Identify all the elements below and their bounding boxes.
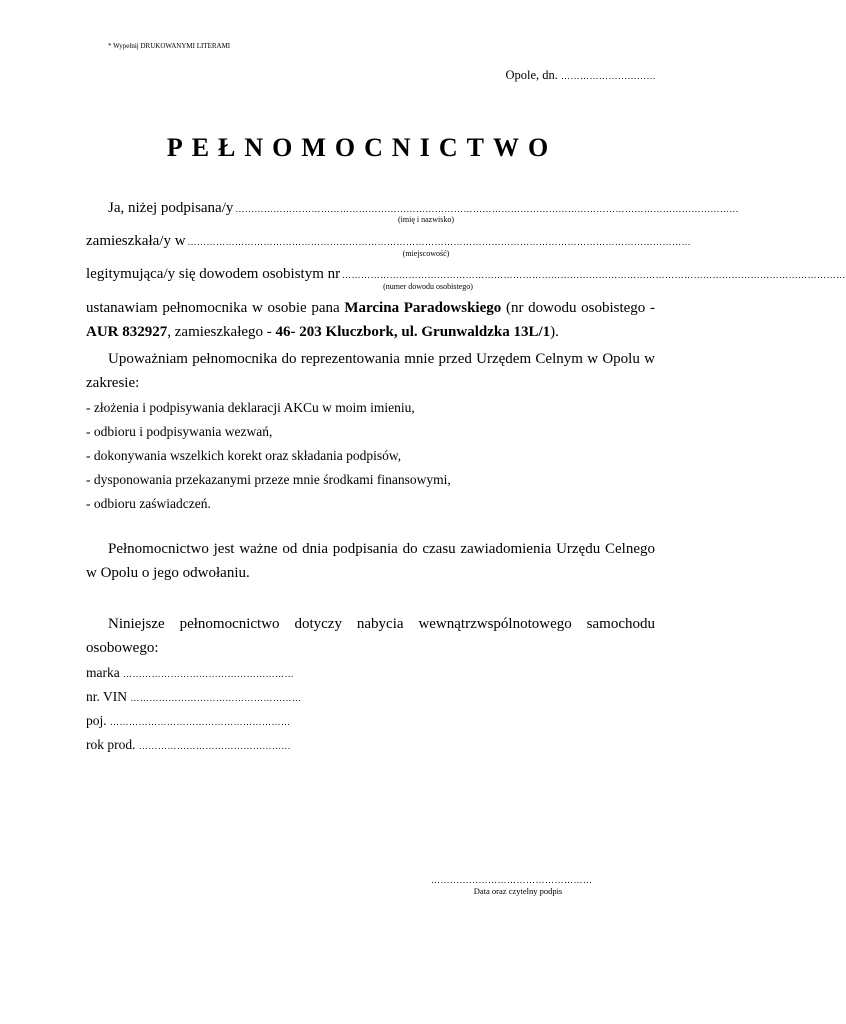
address-label: zamieszkała/y w <box>86 233 186 249</box>
fill-instruction-note: * Wypełnij DRUKOWANYMI LITERAMI <box>108 42 231 50</box>
vehicle-make-field[interactable]: ……………………………………………… <box>123 669 295 679</box>
address-hint: (miejscowość) <box>402 249 450 258</box>
vehicle-capacity-label: poj. <box>86 713 107 728</box>
authorization-intro: Upoważniam pełnomocnika do reprezentowania mnie przed Urzędem Celnym w Opolu w zakresie: <box>86 351 655 391</box>
vehicle-make-label: marka <box>86 665 120 680</box>
list-item: - złożenia i podpisywania deklaracji AKCu w moim imieniu, <box>86 400 415 415</box>
name-hint: (imię i nazwisko) <box>398 215 454 224</box>
authorization-scope-list <box>86 396 451 516</box>
vehicle-year-field[interactable]: ………………………………………… <box>138 741 291 751</box>
list-item: - odbioru i podpisywania wezwań, <box>86 424 273 439</box>
vehicle-make-row <box>86 661 294 686</box>
appointment-text-2: (nr dowodu osobistego - <box>501 300 655 316</box>
vehicle-year-row <box>86 733 291 758</box>
attorney-id-number: AUR 832927 <box>86 324 168 340</box>
place-date-label: Opole, dn. <box>505 68 558 82</box>
appointment-text-1: ustanawiam pełnomocnika w osobie pana <box>86 300 345 316</box>
vehicle-vin-row <box>86 685 301 710</box>
name-label: Ja, niżej podpisana/y <box>108 200 234 216</box>
list-item: - dysponowania przekazanymi przeze mnie środkami finansowymi, <box>86 472 451 487</box>
vehicle-vin-field[interactable]: ……………………………………………… <box>130 693 302 703</box>
signature-field[interactable]: …………………………………………… <box>431 875 593 885</box>
date-field[interactable]: ………………………… <box>561 71 656 81</box>
name-field[interactable]: …………………………………………………………………………………………………………………………………………… <box>235 204 739 214</box>
vehicle-vin-label: nr. VIN <box>86 689 128 704</box>
list-item: - dokonywania wszelkich korekt oraz składania podpisów, <box>86 448 402 463</box>
list-item: - odbioru zaświadczeń. <box>86 496 211 511</box>
place-date-line <box>505 68 656 83</box>
vehicle-year-label: rok prod. <box>86 737 136 752</box>
vehicle-intro-line-2: osobowego: <box>86 640 159 656</box>
vehicle-intro-line-1: Niniejsze pełnomocnictwo dotyczy nabycia wewnątrzwspólnotowego samochodu <box>108 616 655 632</box>
address-field[interactable]: …………………………………………………………………………………………………………………………………………… <box>187 237 692 247</box>
appointment-text-4: ). <box>550 324 559 340</box>
id-field[interactable]: …………………………………………………………………………………………………………………………………………… <box>342 270 846 280</box>
attorney-name: Marcina Paradowskiego <box>344 300 502 316</box>
id-label: legitymująca/y się dowodem osobistym nr <box>86 266 341 282</box>
document-title: PEŁNOMOCNICTWO <box>166 133 558 162</box>
validity-paragraph: Pełnomocnictwo jest ważne od dnia podpisania do czasu zawiadomienia Urzędu Celnego w Opolu o jego odwołaniu. <box>86 541 655 581</box>
appointment-text-3: , zamieszkałego - <box>167 324 276 340</box>
signature-label: Data oraz czytelny podpis <box>473 886 563 896</box>
vehicle-capacity-row <box>86 709 291 734</box>
vehicle-capacity-field[interactable]: ………………………………………………… <box>110 717 291 727</box>
id-hint: (numer dowodu osobistego) <box>383 282 473 291</box>
appointment-paragraph <box>86 296 655 344</box>
attorney-address: 46- 203 Kluczbork, ul. Grunwaldzka 13L/1 <box>275 324 551 340</box>
